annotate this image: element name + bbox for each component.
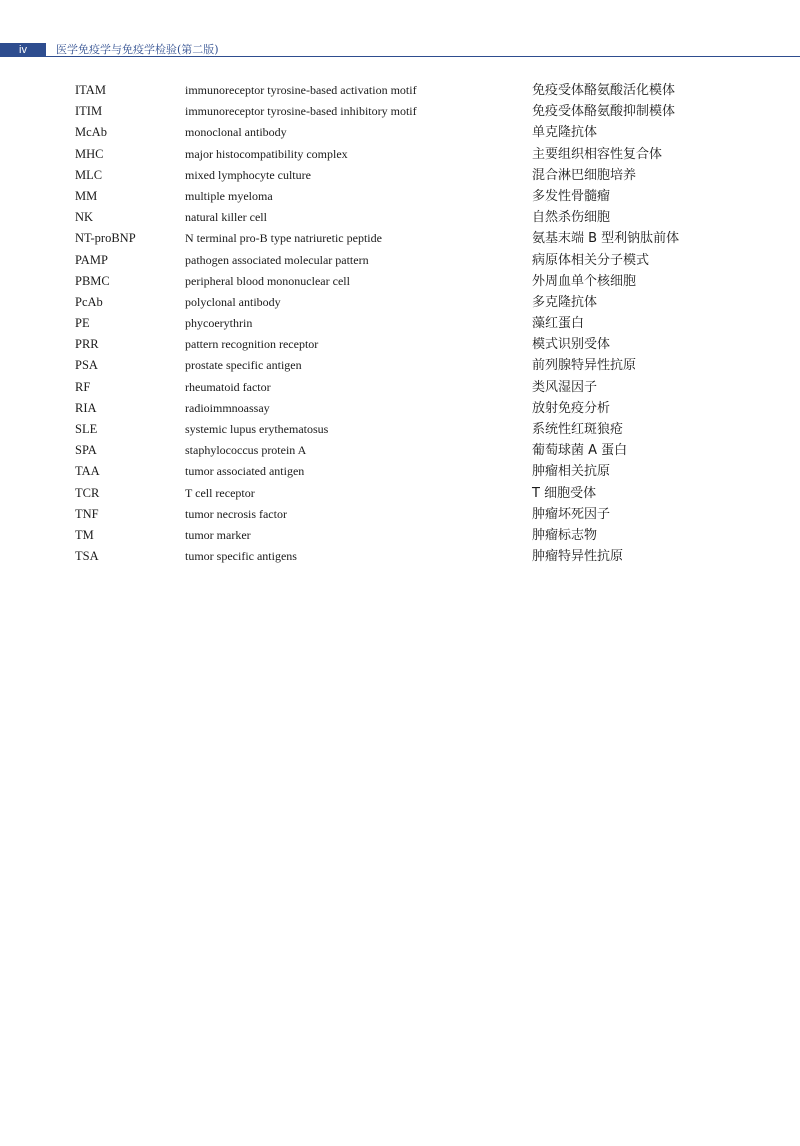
chinese-term: 肿瘤相关抗原 xyxy=(532,464,611,480)
abbreviation: MLC xyxy=(75,167,103,182)
running-title: 医学免疫学与免疫学检验(第二版) xyxy=(56,43,219,56)
chinese-term: 肿瘤标志物 xyxy=(532,527,598,543)
chinese-term: 藻红蛋白 xyxy=(532,316,585,332)
glossary-row xyxy=(75,440,725,461)
chinese-term: 病原体相关分子模式 xyxy=(532,252,650,268)
glossary-row xyxy=(75,461,725,482)
header-rule xyxy=(46,56,800,57)
abbreviation: PRR xyxy=(75,337,99,352)
chinese-term: 多发性骨髓瘤 xyxy=(532,188,611,204)
english-term: mixed lymphocyte culture xyxy=(185,167,311,182)
glossary-row xyxy=(75,207,725,228)
abbreviation: RF xyxy=(75,379,91,394)
glossary-row xyxy=(75,250,725,271)
abbreviation: SPA xyxy=(75,443,97,458)
english-term: pathogen associated molecular pattern xyxy=(185,252,369,267)
english-term: multiple myeloma xyxy=(185,188,273,203)
abbreviation-list xyxy=(75,80,725,567)
english-term: prostate specific antigen xyxy=(185,358,302,373)
chinese-term: 免疫受体酪氨酸抑制模体 xyxy=(532,104,676,120)
chinese-term: 系统性红斑狼疮 xyxy=(532,422,624,437)
abbreviation: NT-proBNP xyxy=(75,231,136,246)
glossary-row xyxy=(75,292,725,313)
glossary-row xyxy=(75,377,725,398)
abbreviation: TNF xyxy=(75,506,99,521)
page-number-badge: iv xyxy=(0,43,46,57)
chinese-term: 多克隆抗体 xyxy=(532,294,598,310)
abbreviation: TCR xyxy=(75,485,100,500)
abbreviation: MM xyxy=(75,188,98,203)
chinese-term: 模式识别受体 xyxy=(532,337,611,353)
abbreviation: TM xyxy=(75,527,94,542)
glossary-row xyxy=(75,144,725,165)
glossary-row xyxy=(75,546,725,567)
glossary-row xyxy=(75,313,725,334)
abbreviation: SLE xyxy=(75,422,98,436)
abbreviation: PE xyxy=(75,316,90,331)
english-term: peripheral blood mononuclear cell xyxy=(185,273,350,288)
chinese-term: T 细胞受体 xyxy=(532,485,597,501)
glossary-row xyxy=(75,186,725,207)
page-header xyxy=(0,43,800,57)
english-term: monoclonal antibody xyxy=(185,125,287,140)
english-term: major histocompatibility complex xyxy=(185,146,348,161)
english-term: N terminal pro-B type natriuretic peptide xyxy=(185,231,382,246)
english-term: systemic lupus erythematosus xyxy=(185,422,329,436)
abbreviation: NK xyxy=(75,210,94,225)
chinese-term: 氨基末端 B 型利钠肽前体 xyxy=(532,231,680,247)
abbreviation: PAMP xyxy=(75,252,108,267)
glossary-row xyxy=(75,504,725,525)
english-term: T cell receptor xyxy=(185,485,255,500)
abbreviation: TAA xyxy=(75,464,100,479)
abbreviation: PSA xyxy=(75,358,98,373)
chinese-term: 外周血单个核细胞 xyxy=(532,273,637,289)
chinese-term: 放射免疫分析 xyxy=(532,400,611,416)
chinese-term: 混合淋巴细胞培养 xyxy=(532,167,637,183)
english-term: tumor necrosis factor xyxy=(185,506,287,521)
chinese-term: 肿瘤特异性抗原 xyxy=(532,549,624,565)
english-term: radioimmnoassay xyxy=(185,400,270,415)
chinese-term: 肿瘤坏死因子 xyxy=(532,506,611,522)
abbreviation: PBMC xyxy=(75,273,110,288)
chinese-term: 主要组织相容性复合体 xyxy=(532,146,663,162)
glossary-row xyxy=(75,165,725,186)
abbreviation: McAb xyxy=(75,125,107,140)
english-term: natural killer cell xyxy=(185,210,267,225)
glossary-row xyxy=(75,525,725,546)
chinese-term: 葡萄球菌 A 蛋白 xyxy=(532,443,628,459)
abbreviation: MHC xyxy=(75,146,104,161)
glossary-row xyxy=(75,101,725,122)
glossary-row xyxy=(75,334,725,355)
english-term: phycoerythrin xyxy=(185,316,253,331)
abbreviation: RIA xyxy=(75,400,97,415)
glossary-row xyxy=(75,228,725,249)
english-term: pattern recognition receptor xyxy=(185,337,319,352)
glossary-row xyxy=(75,419,725,440)
abbreviation: ITAM xyxy=(75,83,106,97)
glossary-row xyxy=(75,398,725,419)
english-term: tumor specific antigens xyxy=(185,549,297,564)
glossary-row xyxy=(75,355,725,376)
english-term: tumor associated antigen xyxy=(185,464,305,479)
abbreviation: ITIM xyxy=(75,104,103,119)
english-term: rheumatoid factor xyxy=(185,379,271,394)
glossary-row xyxy=(75,122,725,143)
english-term: polyclonal antibody xyxy=(185,294,281,309)
chinese-term: 自然杀伤细胞 xyxy=(532,210,611,226)
chinese-term: 类风湿因子 xyxy=(532,379,598,395)
chinese-term: 单克隆抗体 xyxy=(532,125,598,141)
glossary-row xyxy=(75,483,725,504)
chinese-term: 前列腺特异性抗原 xyxy=(532,358,637,374)
abbreviation: PcAb xyxy=(75,294,103,309)
chinese-term: 免疫受体酪氨酸活化模体 xyxy=(532,83,676,98)
glossary-row xyxy=(75,80,725,101)
glossary-row xyxy=(75,271,725,292)
english-term: immunoreceptor tyrosine-based inhibitory motif xyxy=(185,104,417,119)
english-term: immunoreceptor tyrosine-based activation motif xyxy=(185,83,417,97)
english-term: staphylococcus protein A xyxy=(185,443,307,458)
abbreviation: TSA xyxy=(75,549,99,564)
english-term: tumor marker xyxy=(185,527,251,542)
